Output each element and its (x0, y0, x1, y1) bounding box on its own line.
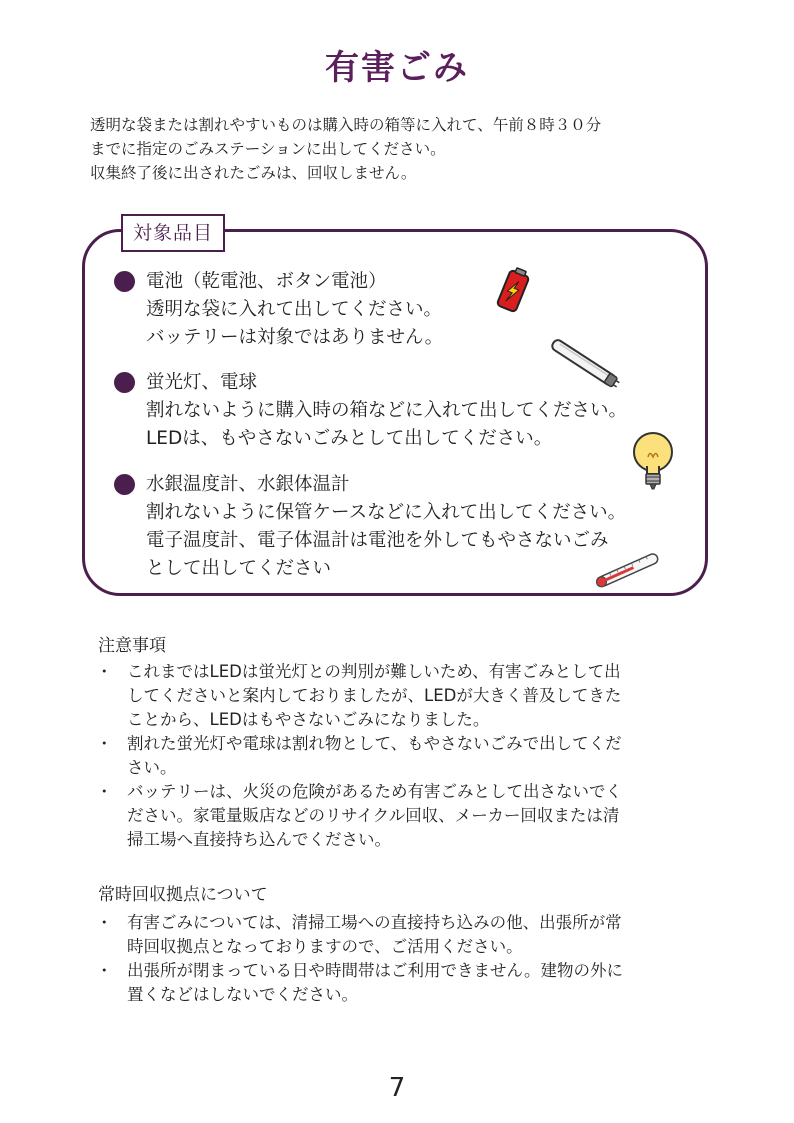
list-item-line: 出張所が閉まっている日や時間帯はご利用できません。建物の外に (127, 961, 623, 980)
intro-line: 透明な袋または割れやすいものは購入時の箱等に入れて、午前８時３０分 (90, 116, 602, 134)
collection-heading: 常時回収拠点について (98, 885, 268, 905)
list-item-line: ことから、LEDはもやさないごみになりました。 (127, 710, 490, 729)
item-line: 割れないように購入時の箱などに入れて出してください。 (146, 400, 628, 421)
light-bulb-icon (628, 430, 678, 492)
bullet-icon (114, 474, 135, 495)
list-item-line: 掃工場へ直接持ち込んでください。 (127, 830, 391, 849)
item-heading: 電池（乾電池、ボタン電池） (146, 271, 387, 292)
list-item (92, 959, 712, 1007)
item-line: として出してください (146, 558, 332, 579)
notes-list (92, 660, 712, 852)
intro-line: までに指定のごみステーションに出してください。 (90, 140, 446, 158)
item-heading: 水銀温度計、水銀体温計 (146, 474, 350, 495)
page-number: 7 (388, 1073, 406, 1103)
intro-text (90, 113, 730, 185)
item-line: 割れないように保管ケースなどに入れて出してください。 (146, 502, 627, 523)
list-item-line: さい。 (127, 758, 177, 777)
list-item-line: バッテリーは、火災の危険があるため有害ごみとして出さないでく (127, 782, 622, 801)
bullet-dot: ・ (96, 734, 113, 753)
list-item-line: ださい。家電量販店などのリサイクル回収、メーカー回収または清 (127, 806, 620, 825)
page-title: 有害ごみ (325, 48, 469, 88)
bullet-dot: ・ (96, 913, 113, 932)
bullet-icon (114, 372, 135, 393)
collection-list (92, 911, 712, 1007)
list-item (92, 732, 712, 780)
list-item (92, 660, 712, 732)
list-item-line: 割れた蛍光灯や電球は割れ物として、もやさないごみで出してくだ (127, 734, 622, 753)
bullet-dot: ・ (96, 782, 113, 801)
list-item (92, 911, 712, 959)
thermometer-icon (590, 552, 666, 588)
item-line: バッテリーは対象ではありません。 (146, 327, 444, 348)
list-item-line: してくださいと案内しておりましたが、LEDが大きく普及してきた (127, 686, 622, 705)
item-line: LEDは、もやさないごみとして出してください。 (146, 428, 553, 449)
bullet-icon (114, 271, 135, 292)
item-line: 透明な袋に入れて出してください。 (146, 299, 443, 320)
fluorescent-tube-icon (545, 336, 625, 392)
list-item-line: これまではLEDは蛍光灯との判別が難しいため、有害ごみとして出 (127, 662, 621, 681)
list-item-line: 置くなどはしないでください。 (127, 985, 358, 1004)
list-item-line: 有害ごみについては、清掃工場への直接持ち込みの他、出張所が常 (127, 913, 622, 932)
target-items-label: 対象品目 (121, 214, 225, 252)
bullet-dot: ・ (96, 961, 113, 980)
battery-icon (492, 266, 534, 316)
notes-heading: 注意事項 (98, 636, 166, 656)
bullet-dot: ・ (96, 662, 113, 681)
item-line: 電子温度計、電子体温計は電池を外してもやさないごみ (146, 530, 609, 551)
intro-line: 収集終了後に出されたごみは、回収しません。 (90, 164, 417, 182)
list-item-line: 時回収拠点となっておりますので、ご活用ください。 (127, 937, 523, 956)
item-heading: 蛍光灯、電球 (146, 372, 258, 393)
list-item (92, 780, 712, 852)
